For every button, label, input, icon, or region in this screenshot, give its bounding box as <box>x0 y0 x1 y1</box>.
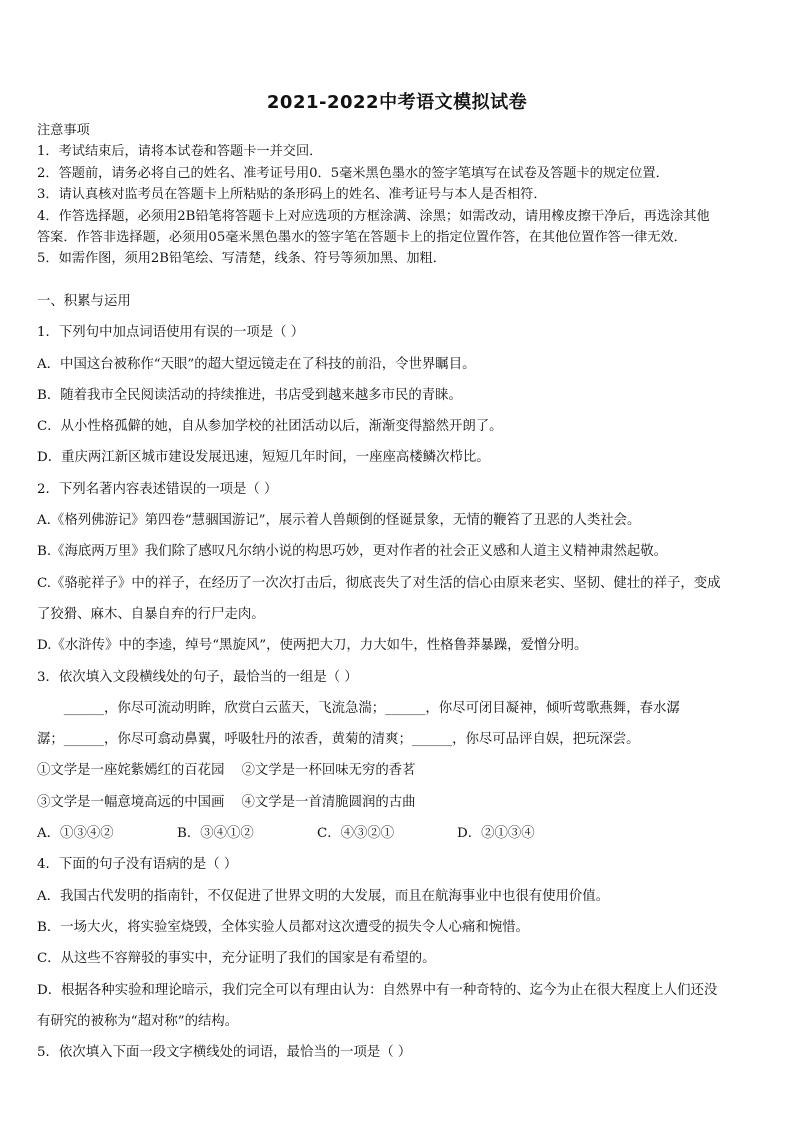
question-3-choices <box>37 818 759 849</box>
question-1-stem: 1．下列句中加点词语使用有误的一项是（ ） <box>37 325 305 341</box>
question-3-choice-d: D．②①③④ <box>457 826 535 842</box>
question-4-option-d: D．根据各种实验和理论暗示，我们完全可以有理由认为：自然界中有一种奇特的、迄今为止在很大程度上人们还没 <box>37 982 718 998</box>
question-2-option-c: C.《骆驼祥子》中的祥子，在经历了一次次打击后，彻底丧失了对生活的信心由原来老实、坚韧、健壮的祥子，变成 <box>37 575 721 591</box>
notice-item: 答案．作答非选择题，必须用05毫米黑色墨水的签字笔在答题卡上的指定位置作答，在其他位置作答一律无效． <box>37 230 687 246</box>
question-3-choice-b: B．③④①② <box>177 826 254 842</box>
notice-heading: 注意事项 <box>37 123 90 138</box>
question-3-passage-cont: 潺；______，你尽可翕动鼻翼，呼吸牡丹的浓香，黄菊的清爽；______，你尽可品评自娱，把玩深尝。 <box>37 732 640 748</box>
section-heading: 一、积累与运用 <box>37 294 131 309</box>
exam-title: 2021-2022中考语文模拟试卷 <box>266 92 528 113</box>
question-1-option-c: C．从小性格孤僻的她，自从参加学校的社团活动以后，渐渐变得豁然开朗了。 <box>37 419 503 435</box>
exam-body <box>37 286 759 1068</box>
question-3-sentences-line: ③文学是一幅意境高远的中国画 ④文学是一首清脆圆润的古曲 <box>37 794 416 810</box>
notice-item: 4．作答选择题，必须用2B铅笔将答题卡上对应选项的方框涂满、涂黑；如需改动，请用橡皮擦干净后，再选涂其他 <box>37 208 710 224</box>
question-1-option-b: B．随着我市全民阅读活动的持续推进，书店受到越来越多市民的青睐。 <box>37 387 462 403</box>
question-4-option-b: B．一场大火，将实验室烧毁，全体实验人员都对这次遭受的损失令人心痛和惋惜。 <box>37 919 529 935</box>
question-4-option-a: A．我国古代发明的指南针，不仅促进了世界文明的大发展，而且在航海事业中也很有使用价值。 <box>37 888 610 904</box>
question-1-option-a: A．中国这台被称作“天眼”的超大望远镜走在了科技的前沿，令世界瞩目。 <box>37 356 476 372</box>
question-2-option-d: D.《水浒传》中的李逵，绰号“黑旋风”，使两把大刀，力大如牛，性格鲁莽暴躁，爱憎分明。 <box>37 638 588 654</box>
question-2-option-b: B.《海底两万里》我们除了感叹凡尔纳小说的构思巧妙，更对作者的社会正义感和人道主义精神肃然起敬。 <box>37 544 668 560</box>
notice-item: 5．如需作图，须用2B铅笔绘、写清楚，线条、符号等须加黑、加粗． <box>37 251 446 267</box>
notice-item: 1．考试结束后，请将本试卷和答题卡一并交回． <box>37 144 323 160</box>
question-4-stem: 4．下面的句子没有语病的是（ ） <box>37 857 238 873</box>
question-5-stem: 5．依次填入下面一段文字横线处的词语，最恰当的一项是（ ） <box>37 1045 412 1061</box>
question-1-option-d: D．重庆两江新区城市建设发展迅速，短短几年时间，一座座高楼鳞次栉比。 <box>37 450 490 466</box>
question-3-passage: ______，你尽可流动明眸，欣赏白云蓝天，飞流急湍；______，你尽可闭目凝神，倾听莺歌燕舞，春水潺 <box>63 700 680 716</box>
notice-item: 3．请认真核对监考员在答题卡上所粘贴的条形码上的姓名、准考证号与本人是否相符． <box>37 187 547 203</box>
question-2-option-c-cont: 了狡猾、麻木、自暴自弃的行尸走肉。 <box>37 606 265 622</box>
question-4-option-c: C．从这些不容辩驳的事实中，充分证明了我们的国家是有希望的。 <box>37 951 436 967</box>
notice-item: 2．答题前，请务必将自己的姓名、准考证号用0．5毫米黑色墨水的签字笔填写在试卷及答题卡的规定位置． <box>37 165 669 181</box>
question-3-sentences-line: ①文学是一座姹紫嫣红的百花园 ②文学是一杯回味无穷的香茗 <box>37 763 416 779</box>
question-2-stem: 2．下列名著内容表述错误的一项是（ ） <box>37 481 278 497</box>
question-3-choice-a: A．①③④② <box>37 826 114 842</box>
notice-block <box>37 120 759 270</box>
question-3-stem: 3．依次填入文段横线处的句子，最恰当的一组是（ ） <box>37 669 358 685</box>
question-3-choice-c: C．④③②① <box>317 826 395 842</box>
question-4-option-d-cont: 有研究的被称为“超对称”的结构。 <box>37 1013 239 1029</box>
question-2-option-a: A.《格列佛游记》第四卷“慧骃国游记”，展示着人兽颠倒的怪诞景象，无情的鞭笞了丑恶的人类社会。 <box>37 513 641 529</box>
